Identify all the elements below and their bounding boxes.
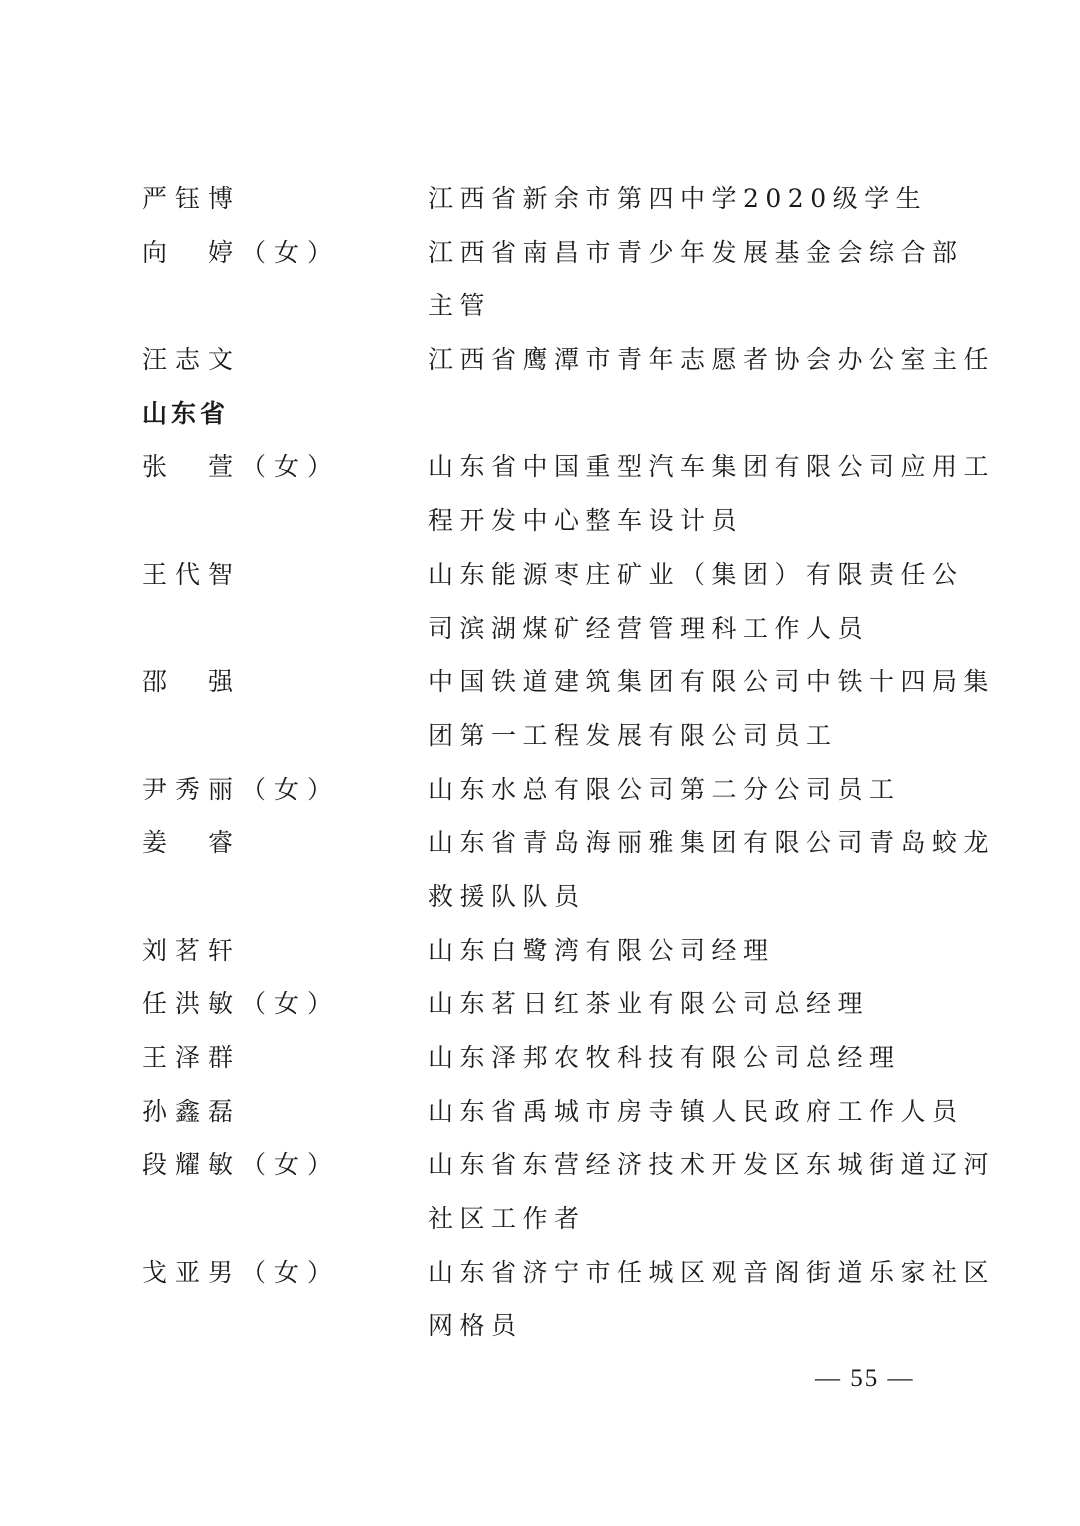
honoree-affiliation: 山东省中国重型汽车集团有限公司应用工 bbox=[428, 452, 996, 482]
list-item bbox=[142, 924, 942, 978]
list-item bbox=[142, 763, 942, 817]
honoree-affiliation: 团第一工程发展有限公司员工 bbox=[428, 720, 838, 750]
honoree-affiliation: 山东泽邦农牧科技有限公司总经理 bbox=[428, 1043, 901, 1072]
honoree-name: 尹秀丽（女） bbox=[142, 774, 341, 804]
honoree-affiliation: 江西省鹰潭市青年志愿者协会办公室主任 bbox=[428, 345, 996, 375]
honoree-name: 姜 睿 bbox=[142, 828, 242, 858]
honoree-affiliation: 山东水总有限公司第二分公司员工 bbox=[428, 774, 901, 804]
list-item bbox=[142, 1031, 942, 1085]
list-item bbox=[142, 548, 964, 602]
list-item bbox=[142, 1085, 964, 1139]
list-item bbox=[142, 655, 996, 709]
honoree-name: 张 萱（女） bbox=[142, 452, 341, 482]
honoree-affiliation: 网格员 bbox=[428, 1311, 523, 1341]
honoree-name: 汪志文 bbox=[142, 345, 242, 375]
list-item bbox=[142, 602, 942, 656]
honoree-affiliation: 中国铁道建筑集团有限公司中铁十四局集 bbox=[428, 667, 996, 697]
honoree-name: 任洪敏（女） bbox=[142, 989, 341, 1019]
honoree-affiliation: 司滨湖煤矿经营管理科工作人员 bbox=[428, 613, 870, 643]
list-item bbox=[142, 1299, 942, 1353]
honoree-affiliation: 山东省济宁市任城区观音阁街道乐家社区 bbox=[428, 1257, 996, 1287]
honoree-affiliation: 山东省青岛海丽雅集团有限公司青岛蛟龙 bbox=[428, 828, 996, 858]
honoree-affiliation: 程开发中心整车设计员 bbox=[428, 506, 744, 536]
honoree-name: 戈亚男（女） bbox=[142, 1257, 341, 1287]
honoree-name: 段耀敏（女） bbox=[142, 1150, 341, 1180]
list-item bbox=[142, 226, 964, 280]
honoree-affiliation: 山东省禹城市房寺镇人民政府工作人员 bbox=[428, 1096, 964, 1126]
honoree-name: 向 婷（女） bbox=[142, 237, 341, 267]
list-item bbox=[142, 870, 942, 924]
list-item bbox=[142, 977, 942, 1031]
honoree-affiliation: 江西省南昌市青少年发展基金会综合部 bbox=[428, 237, 964, 267]
honoree-name: 刘茗轩 bbox=[142, 935, 242, 965]
province-heading: 山东省 bbox=[142, 398, 230, 428]
honoree-affiliation: 主管 bbox=[428, 291, 492, 321]
honoree-name: 严钰博 bbox=[142, 184, 242, 213]
honoree-list bbox=[142, 172, 996, 1353]
list-item bbox=[142, 172, 942, 226]
honoree-affiliation: 山东茗日红茶业有限公司总经理 bbox=[428, 989, 870, 1019]
honoree-affiliation: 救援队队员 bbox=[428, 881, 586, 911]
honoree-name: 孙鑫磊 bbox=[142, 1096, 242, 1126]
list-item bbox=[142, 1138, 996, 1192]
honoree-affiliation: 山东省东营经济技术开发区东城街道辽河 bbox=[428, 1150, 996, 1180]
section-heading bbox=[142, 387, 942, 441]
list-item bbox=[142, 279, 942, 333]
honoree-affiliation: 山东能源枣庄矿业（集团）有限责任公 bbox=[428, 559, 964, 589]
honoree-name: 王泽群 bbox=[142, 1043, 242, 1072]
list-item bbox=[142, 440, 996, 494]
honoree-name: 王代智 bbox=[142, 559, 242, 589]
list-item bbox=[142, 494, 942, 548]
list-item bbox=[142, 1192, 942, 1246]
honoree-affiliation: 社区工作者 bbox=[428, 1204, 586, 1234]
honoree-affiliation: 江西省新余市第四中学2020级学生 bbox=[428, 184, 928, 213]
honoree-name: 邵 强 bbox=[142, 667, 242, 697]
page-number: — 55 — bbox=[815, 1365, 915, 1392]
list-item bbox=[142, 1246, 996, 1300]
list-item bbox=[142, 333, 996, 387]
honoree-affiliation: 山东白鹭湾有限公司经理 bbox=[428, 935, 775, 965]
list-item bbox=[142, 816, 996, 870]
list-item bbox=[142, 709, 942, 763]
